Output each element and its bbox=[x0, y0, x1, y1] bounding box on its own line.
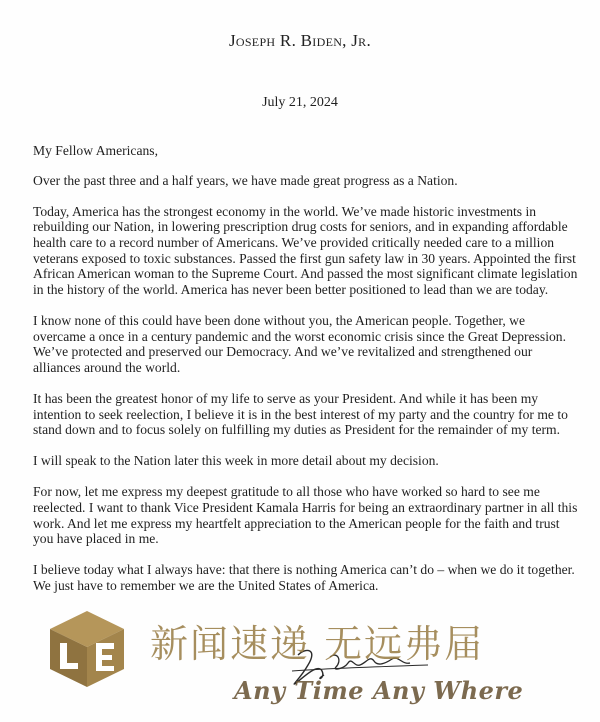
paragraph-honor: It has been the greatest honor of my life to serve as your President. And while it has been my intention to seek reelection, I believe it is in the best interest of my party and the country for me to stand down and to focus solely on fulfilling my duties as President for the remainder of my term. bbox=[33, 390, 568, 438]
letter-body bbox=[33, 143, 581, 609]
watermark-english-slogan: Any Time Any Where bbox=[234, 676, 524, 705]
paragraph-american-people: I know none of this could have been done without you, the American people. Together, we overcame a once in a century pandemic and the worst economic crisis since the Great Depression. We’ve protected and preserved our Democracy. And we’ve revitalized and strengthened our alliances around the world. bbox=[33, 312, 566, 375]
letterhead: Joseph R. Biden, Jr. bbox=[228, 31, 372, 50]
watermark-chinese-slogan: 新闻速递 无远弗届 bbox=[150, 622, 485, 666]
paragraph-gratitude: For now, let me express my deepest gratitude to all those who have worked so hard to see me reelected. I want to thank Vice President Kamala Harris for being an extraordinary partner in all this work. And let me express my heartfelt appreciation to the American people for the faith and trust you have placed in me. bbox=[33, 484, 578, 547]
paragraph-speak: I will speak to the Nation later this week in more detail about my decision. bbox=[33, 453, 439, 469]
paragraph-economy: Today, America has the strongest economy in the world. We’ve made historic investments in rebuilding our Nation, in lowering prescription drug costs for seniors, and in expanding affordable health care to a record number of Americans. We’ve provided critically needed care to a million veterans exposed to toxic substances. Passed the first gun safety law in 30 years. Appointed the first African American woman to the Supreme Court. And passed the most significant climate legislation in the history of the world. America has never been better positioned to lead than we are today. bbox=[33, 203, 578, 297]
paragraph-progress: Over the past three and a half years, we have made great progress as a Nation. bbox=[33, 172, 458, 188]
paragraph-closing: I believe today what I always have: that there is nothing America can’t do – when we do it together. We just have to remember we are the United States of America. bbox=[33, 562, 575, 594]
letter-date: July 21, 2024 bbox=[262, 95, 338, 110]
greeting: My Fellow Americans, bbox=[33, 143, 158, 158]
cube-logo-icon bbox=[48, 609, 126, 689]
